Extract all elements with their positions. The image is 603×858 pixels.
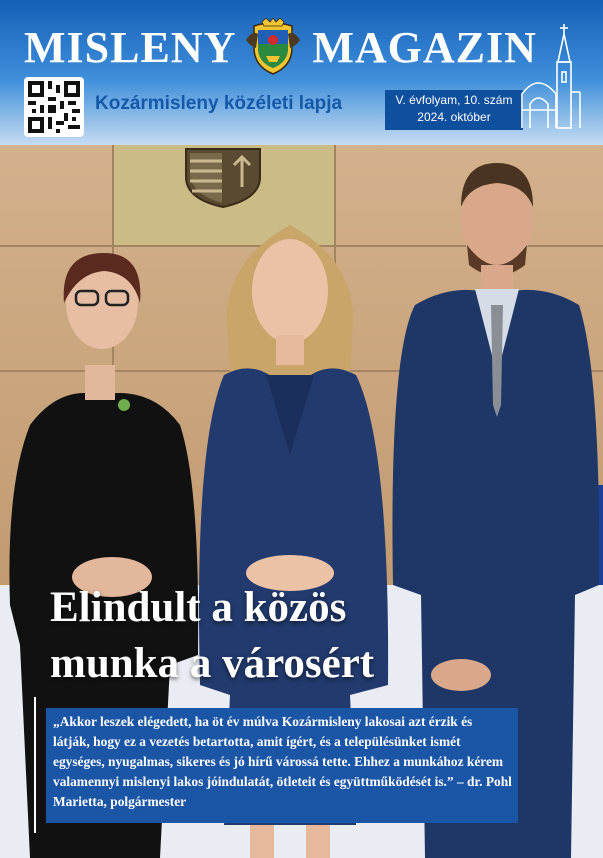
quote-rule <box>34 697 36 833</box>
qr-code-icon <box>28 81 80 133</box>
magazine-subtitle: Kozármisleny közéleti lapja <box>95 93 343 114</box>
issue-date: 2024. október <box>417 110 491 124</box>
cover-header <box>0 0 603 145</box>
qr-code[interactable] <box>24 77 84 137</box>
cover-headline <box>50 580 374 692</box>
masthead-word-magazin: MAGAZIN <box>312 22 537 72</box>
headline-line-2: munka a városért <box>50 640 375 687</box>
headline-line-1: Elindult a közös <box>50 584 347 631</box>
hungarian-coat-of-arms-icon <box>178 147 268 209</box>
church-outline-icon <box>518 22 584 132</box>
issue-info <box>385 90 523 130</box>
masthead <box>24 20 537 74</box>
town-crest-icon <box>244 18 302 76</box>
masthead-word-misleny: MISLENY <box>24 22 237 72</box>
issue-volume: V. évfolyam, 10. szám <box>395 93 513 107</box>
cover-quote: „Akkor leszek elégedett, ha öt év múlva Kozármisleny lakosai azt érzik és látják, hogy ez a vezetés betartotta, amit ígért, és a településünket ismét egységes, nyugalmas, sikeres és jó hírű várossá tette. Ehhez a munkához kérem valamennyi mislenyi lakos jóindulatát, ötleteit és együttműködését is.” – dr. Pohl Marietta, polgármester <box>46 708 518 823</box>
